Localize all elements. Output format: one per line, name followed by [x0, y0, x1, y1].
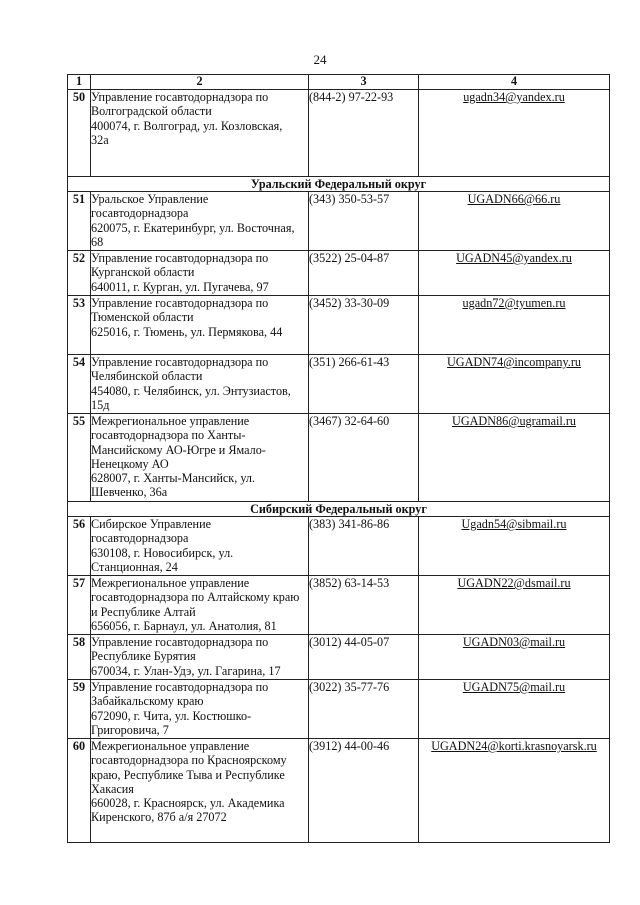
- district-header-row: [68, 502, 610, 517]
- district-title: Уральский Федеральный округ: [68, 177, 610, 192]
- row-number: 59: [68, 680, 91, 739]
- table-row: [68, 680, 610, 739]
- email-link[interactable]: UGADN22@dsmail.ru: [457, 576, 571, 590]
- organization-name: Сибирское Управление госавтодорнадзора 630108, г. Новосибирск, ул. Станционная, 24: [91, 517, 309, 576]
- district-title: Сибирский Федеральный округ: [68, 502, 610, 517]
- email-cell: [419, 90, 610, 177]
- organization-name: Управление госавтодорнадзора по Волгоградской области 400074, г. Волгоград, ул. Козловская, 32а: [91, 90, 309, 177]
- table-row: [68, 90, 610, 177]
- email-cell: [419, 680, 610, 739]
- email-link[interactable]: UGADN24@korti.krasnoyarsk.ru: [431, 739, 597, 753]
- phone-number: (343) 350-53-57: [309, 192, 419, 251]
- organization-name: Уральское Управление госавтодорнадзора 620075, г. Екатеринбург, ул. Восточная, 68: [91, 192, 309, 251]
- organization-name: Управление госавтодорнадзора по Забайкальскому краю 672090, г. Чита, ул. Костюшко- Григоровича, 7: [91, 680, 309, 739]
- row-number: 58: [68, 635, 91, 680]
- organization-name: Межрегиональное управление госавтодорнадзора по Ханты- Мансийскому АО-Югре и Ямало- Ненецкому АО 628007, г. Ханты-Мансийск, ул. Шевченко, 36а: [91, 414, 309, 502]
- organization-name: Межрегиональное управление госавтодорнадзора по Красноярскому краю, Республике Тыва и Республике Хакасия 660028, г. Красноярск, ул. Академика Киренского, 87б а/я 27072: [91, 739, 309, 843]
- organization-name: Управление госавтодорнадзора по Курганской области 640011, г. Курган, ул. Пугачева, 97: [91, 251, 309, 296]
- phone-number: (351) 266-61-43: [309, 355, 419, 414]
- row-number: 50: [68, 90, 91, 177]
- table-row: [68, 517, 610, 576]
- table-row: [68, 576, 610, 635]
- table-row: [68, 414, 610, 502]
- organization-name: Управление госавтодорнадзора по Тюменской области 625016, г. Тюмень, ул. Пермякова, 44: [91, 296, 309, 355]
- district-header-row: [68, 177, 610, 192]
- row-number: 52: [68, 251, 91, 296]
- email-link[interactable]: UGADN66@66.ru: [467, 192, 561, 206]
- row-number: 53: [68, 296, 91, 355]
- phone-number: (844-2) 97-22-93: [309, 90, 419, 177]
- phone-number: (3852) 63-14-53: [309, 576, 419, 635]
- phone-number: (383) 341-86-86: [309, 517, 419, 576]
- email-cell: [419, 635, 610, 680]
- email-link[interactable]: UGADN45@yandex.ru: [456, 251, 572, 265]
- row-number: 51: [68, 192, 91, 251]
- email-link[interactable]: UGADN74@incompany.ru: [447, 355, 581, 369]
- email-link[interactable]: UGADN03@mail.ru: [462, 635, 566, 649]
- email-cell: [419, 355, 610, 414]
- row-number: 60: [68, 739, 91, 843]
- table-row: [68, 635, 610, 680]
- email-link[interactable]: UGADN86@ugramail.ru: [452, 414, 576, 428]
- row-number: 55: [68, 414, 91, 502]
- email-cell: [419, 517, 610, 576]
- phone-number: (3467) 32-64-60: [309, 414, 419, 502]
- email-cell: [419, 739, 610, 843]
- table-row: [68, 251, 610, 296]
- organization-name: Межрегиональное управление госавтодорнадзора по Алтайскому краю и Республике Алтай 656056, г. Барнаул, ул. Анатолия, 81: [91, 576, 309, 635]
- table-row: [68, 739, 610, 843]
- column-header: 4: [419, 75, 610, 90]
- email-cell: [419, 576, 610, 635]
- row-number: 54: [68, 355, 91, 414]
- row-number: 56: [68, 517, 91, 576]
- email-link[interactable]: ugadn72@tyumen.ru: [462, 296, 566, 310]
- phone-number: (3452) 33-30-09: [309, 296, 419, 355]
- table-row: [68, 296, 610, 355]
- table-row: [68, 355, 610, 414]
- email-cell: [419, 251, 610, 296]
- email-cell: [419, 296, 610, 355]
- organization-name: Управление госавтодорнадзора по Челябинской области 454080, г. Челябинск, ул. Энтузиастов, 15д: [91, 355, 309, 414]
- phone-number: (3522) 25-04-87: [309, 251, 419, 296]
- column-header: 3: [309, 75, 419, 90]
- phone-number: (3012) 44-05-07: [309, 635, 419, 680]
- email-link[interactable]: ugadn34@yandex.ru: [463, 90, 565, 104]
- page-number: 24: [313, 52, 327, 67]
- email-link[interactable]: UGADN75@mail.ru: [462, 680, 566, 694]
- column-header: 2: [91, 75, 309, 90]
- registry-table: [67, 74, 610, 843]
- organization-name: Управление госавтодорнадзора по Республике Бурятия 670034, г. Улан-Удэ, ул. Гагарина, 17: [91, 635, 309, 680]
- email-link[interactable]: Ugadn54@sibmail.ru: [461, 517, 567, 531]
- row-number: 57: [68, 576, 91, 635]
- email-cell: [419, 414, 610, 502]
- table-header-row: [68, 75, 610, 90]
- email-cell: [419, 192, 610, 251]
- table-row: [68, 192, 610, 251]
- phone-number: (3022) 35-77-76: [309, 680, 419, 739]
- column-header: 1: [68, 75, 91, 90]
- phone-number: (3912) 44-00-46: [309, 739, 419, 843]
